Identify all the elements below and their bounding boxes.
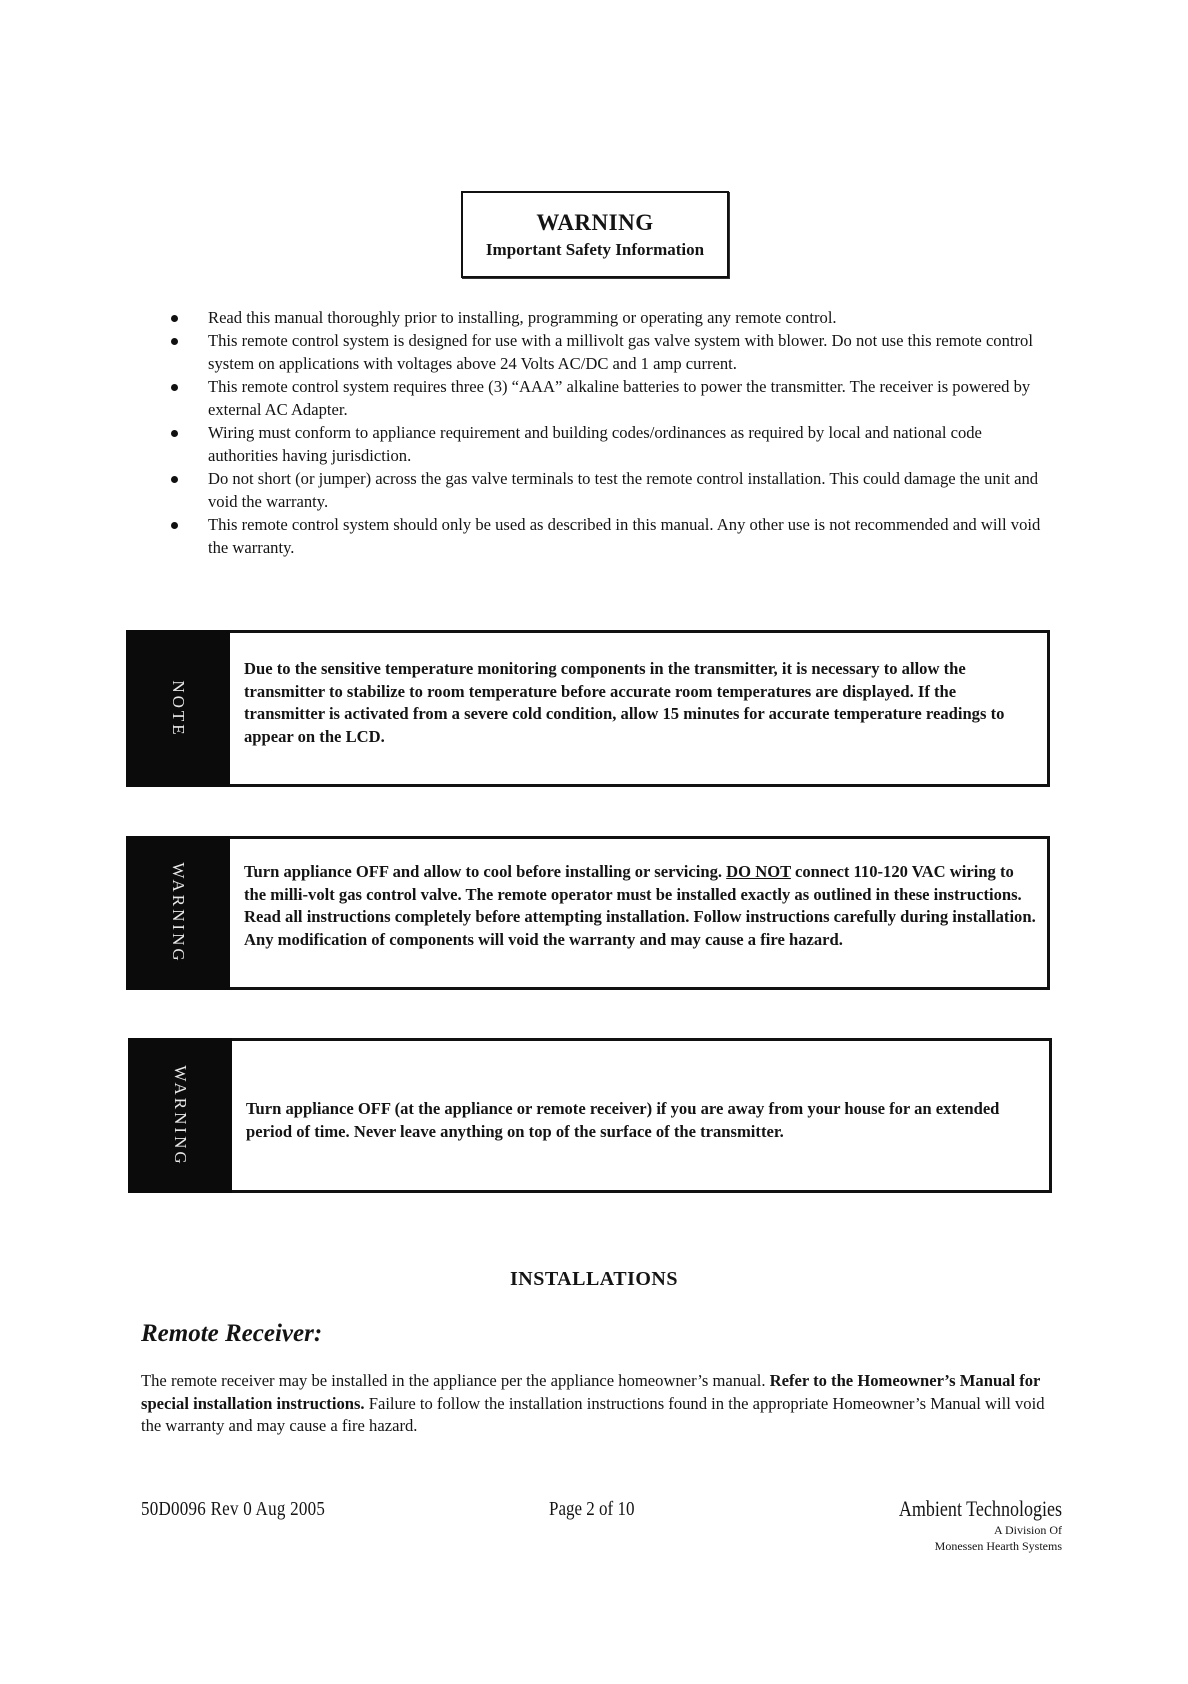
footer-division-line2: Monessen Hearth Systems <box>934 1539 1062 1553</box>
footer-division-line1: A Division Of <box>993 1523 1062 1537</box>
bullet-item: This remote control system is designed for use with a millivolt gas valve system with blower. Do not use this remote control system on applications with voltages above 24 Volts AC/DC and 1 amp current. <box>166 329 1046 375</box>
warning-label: WARNING <box>169 862 188 964</box>
footer-company-name: Ambient Technologies <box>898 1496 1062 1521</box>
footer-page-number: Page 2 of 10 <box>549 1498 635 1520</box>
do-not-emphasis: DO NOT <box>726 862 791 881</box>
warning-text-1 <box>244 861 1037 951</box>
bullet-item: This remote control system requires three (3) “AAA” alkaline batteries to power the transmitter. The receiver is powered by external AC Adapter. <box>166 375 1046 421</box>
para-text-a: The remote receiver may be installed in the appliance per the appliance homeowner’s manual. <box>141 1371 770 1390</box>
note-text: Due to the sensitive temperature monitoring components in the transmitter, it is necessary to allow the transmitter to stabilize to room temperature before accurate room temperatures are displayed. If the transmitter is activated from a severe cold condition, allow 15 minutes for accurate temperature readings to appear on the LCD. <box>244 659 1005 746</box>
safety-bullet-list <box>166 306 1046 559</box>
note-label: NOTE <box>169 679 188 738</box>
warning-text-2: Turn appliance OFF (at the appliance or remote receiver) if you are away from your house for an extended period of time. Never leave anything on top of the surface of the transmitter. <box>246 1099 1000 1141</box>
warning-side-label <box>126 836 230 990</box>
warning-side-label <box>128 1038 232 1193</box>
warning-box-2 <box>128 1038 1052 1193</box>
bullet-item: Read this manual thoroughly prior to installing, programming or operating any remote control. <box>166 306 1046 329</box>
footer-company-block <box>863 1496 1062 1554</box>
warning-header-box <box>461 191 729 278</box>
bullet-item: Do not short (or jumper) across the gas valve terminals to test the remote control installation. This could damage the unit and void the warranty. <box>166 467 1046 513</box>
bullet-item: Wiring must conform to appliance requirement and building codes/ordinances as required by local and national code authorities having jurisdiction. <box>166 421 1046 467</box>
warning-label: WARNING <box>171 1064 190 1167</box>
warning-header-title: WARNING <box>536 209 654 235</box>
bullet-item: This remote control system should only be used as described in this manual. Any other use is not recommended and will void the warranty. <box>166 513 1046 559</box>
note-box <box>126 630 1050 787</box>
para-text-bold: Refer to the Homeowner’s Manual for special installation instructions. <box>141 1371 1041 1413</box>
para-text-b: Failure to follow the installation instructions found in the appropriate Homeowner’s Manual will void the warranty and may cause a fire hazard. <box>141 1393 1045 1435</box>
warning-header-subtitle: Important Safety Information <box>485 239 705 259</box>
installations-heading: INSTALLATIONS <box>509 1268 679 1290</box>
remote-receiver-paragraph <box>141 1370 1056 1438</box>
note-side-label <box>126 630 230 787</box>
warning-box-1 <box>126 836 1050 990</box>
warning-text-1b: connect 110-120 VAC wiring to the milli-volt gas control valve. The remote operator must be installed exactly as outlined in these instructions. Read all instructions completely before attempting installation. Follow instructions carefully during installation. Any modification of components will void the warranty and may cause a fire hazard. <box>244 862 1036 949</box>
remote-receiver-heading: Remote Receiver: <box>141 1320 323 1347</box>
warning-text-1a: Turn appliance OFF and allow to cool before installing or servicing. <box>244 862 727 881</box>
footer-doc-id: 50D0096 Rev 0 Aug 2005 <box>141 1498 326 1520</box>
